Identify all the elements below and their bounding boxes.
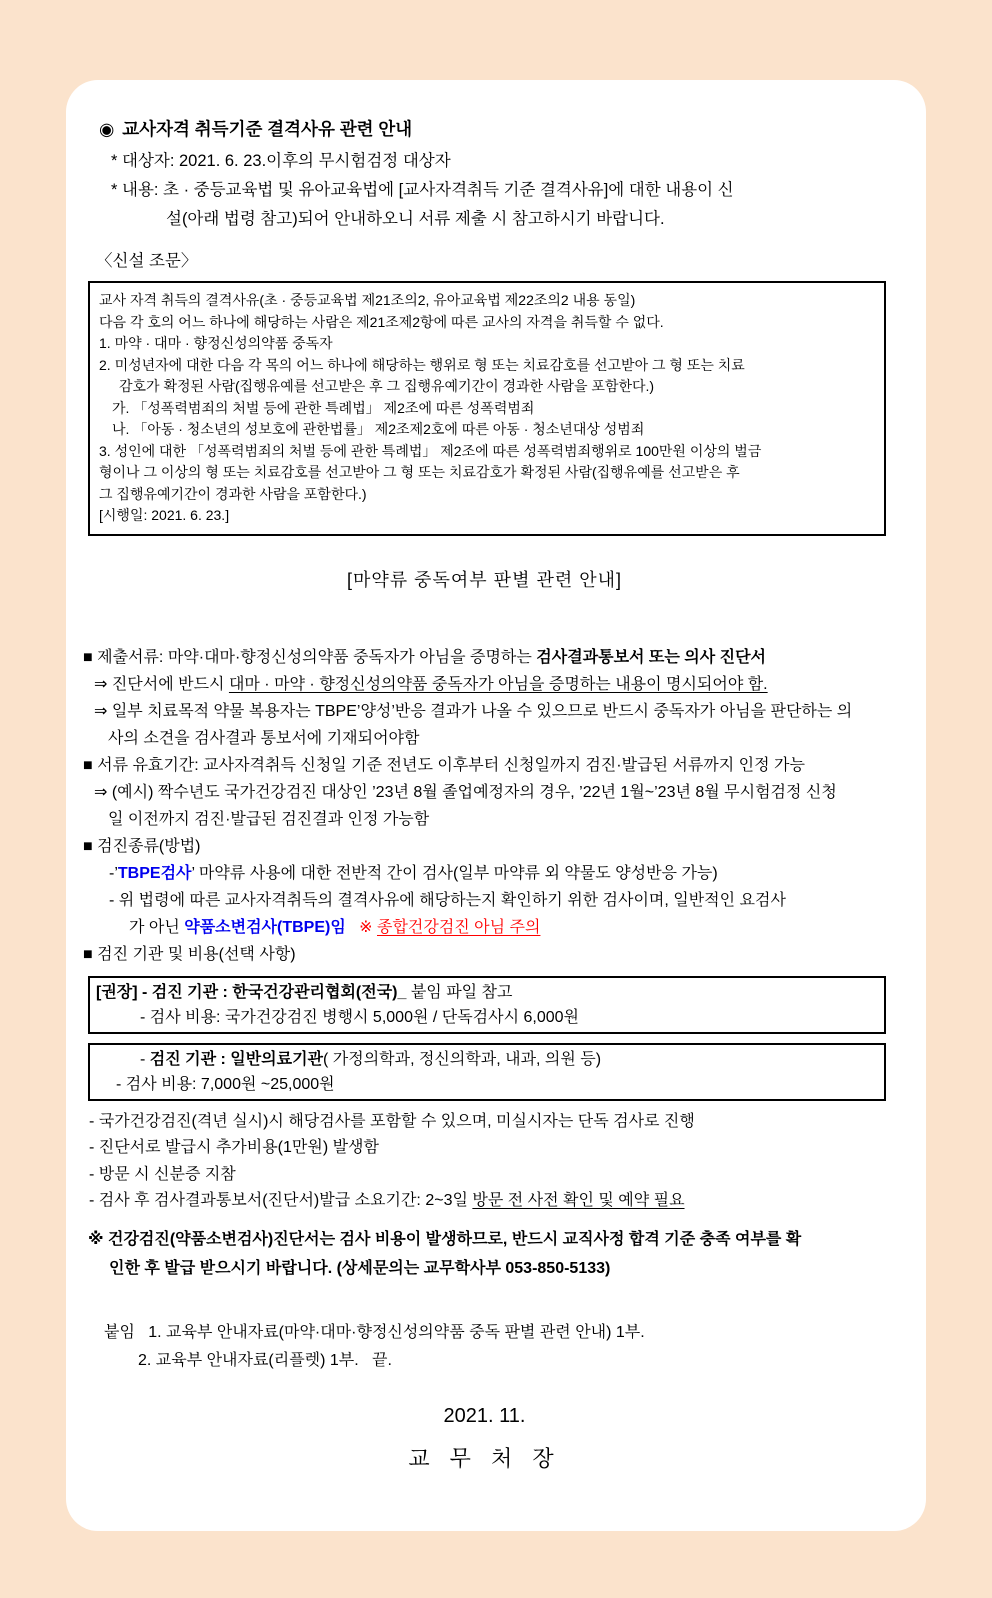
text-segment: 나. 「아동 · 청소년의 성보호에 관한법률」 제2조제2호에 따른 아동 · 청소년대상 성범죄	[112, 421, 645, 437]
signer-title: 교 무 처 장	[408, 1445, 561, 1471]
text-line	[99, 441, 875, 463]
header-intro-lines	[83, 147, 886, 234]
text-line	[83, 806, 886, 833]
text-segment: - 검사 비용: 국가건강검진 병행시 5,000원 / 단독검사시 6,000원	[140, 1008, 579, 1026]
text-line	[96, 980, 878, 1005]
text-line	[96, 1072, 878, 1097]
text-segment: - 검사 후 검사결과통보서(진단서)발급 소요기간: 2~3일	[89, 1192, 473, 1209]
text-line	[99, 419, 875, 441]
cost-warning-note	[83, 1225, 886, 1283]
text-line	[99, 462, 875, 484]
text-line	[99, 290, 875, 312]
law-text-box	[88, 281, 886, 536]
text-line	[83, 941, 886, 968]
text-line	[83, 752, 886, 779]
text-line	[83, 1347, 886, 1375]
recommended-clinic-box	[88, 976, 886, 1034]
new-clause-label: 〈신설 조문〉	[96, 252, 198, 270]
text-line	[99, 312, 875, 334]
text-segment	[346, 919, 359, 936]
text-line	[83, 1225, 886, 1254]
document-date: 2021. 11.	[443, 1404, 526, 1427]
notice-body	[83, 644, 886, 968]
text-segment: TBPE검사	[117, 864, 192, 882]
text-line	[83, 1188, 886, 1215]
text-line	[83, 833, 886, 860]
text-segment: - 방문 시 신분증 지참	[89, 1165, 236, 1183]
text-line	[96, 1047, 878, 1072]
text-segment: ※ 건강검진(약품소변검사)진단서는 검사 비용이 발생하므로, 반드시 교직사정 합격 기준 충족 여부를 확	[88, 1230, 802, 1248]
text-segment: 2. 미성년자에 대한 다음 각 목의 어느 하나에 해당하는 행위로 형 또는 치료감호를 선고받아 그 형 또는 치료	[99, 356, 745, 373]
text-segment: ■ 제출서류: 마약·대마·향정신성의약품 중독자가 아님을 증명하는	[83, 648, 537, 666]
text-segment: 형이나 그 이상의 형 또는 치료감호를 선고받아 그 형 또는 치료감호가 확정된 사람(집행유예를 선고받은 후	[99, 464, 740, 480]
text-segment: 검진 기관 : 일반의료기관	[149, 1050, 324, 1068]
text-line	[83, 1319, 886, 1347]
section-title-text: 교사자격 취득기준 결격사유 관련 안내	[122, 119, 413, 139]
text-segment: 다음 각 호의 어느 하나에 해당하는 사람은 제21조제2항에 따른 교사의 자격을 취득할 수 없다.	[99, 313, 664, 330]
text-line	[83, 914, 886, 941]
text-line	[83, 779, 886, 806]
text-segment: 교사 자격 취득의 결격사유(초 · 중등교육법 제21조의2, 유아교육법 제22조의2 내용 동일)	[99, 292, 636, 308]
text-segment: ■ 검진 기관 및 비용(선택 사항)	[83, 945, 296, 963]
text-line	[83, 725, 886, 752]
text-segment: 대마 · 마약 · 향정신성의약품 중독자가 아님을 증명하는 내용이 명시되어야 함.	[228, 675, 768, 693]
text-segment: 그 집행유예기간이 경과한 사람을 포함한다.)	[99, 485, 367, 502]
text-segment: 3. 성인에 대한 「성폭력범죄의 처벌 등에 관한 특례법」 제2조에 따른 성폭력범죄행위로 100만원 이상의 벌금	[99, 442, 762, 459]
text-segment: - 국가건강검진(격년 실시)시 해당검사를 포함할 수 있으며, 미실시자는 단독 검사로 진행	[89, 1112, 695, 1130]
text-segment: ’ 마약류 사용에 대한 전반적 간이 검사(일부 마약류 외 약물도 양성반응 가능)	[191, 864, 718, 882]
text-segment: ⇒ 일부 치료목적 약물 복용자는 TBPE’양성’반응 결과가 나올 수 있으므로 반드시 중독자가 아님을 판단하는 의	[94, 702, 853, 720]
section-title	[83, 114, 886, 144]
additional-notes	[83, 1109, 886, 1215]
text-line	[99, 376, 875, 398]
text-line	[83, 147, 886, 176]
text-segment: 감호가 확정된 사람(집행유예를 선고받은 후 그 집행유예기간이 경과한 사람을 포함한다.)	[119, 378, 655, 394]
text-segment: * 대상자: 2021. 6. 23.이후의 무시험검정 대상자	[111, 152, 451, 170]
text-line	[99, 333, 875, 355]
text-line	[99, 484, 875, 506]
text-segment: ⇒ 진단서에 반드시	[94, 675, 229, 693]
text-segment: 가. 「성폭력범죄의 처벌 등에 관한 특례법」 제2조에 따른 성폭력범죄	[112, 399, 535, 416]
text-segment: 설(아래 법령 참고)되어 안내하오니 서류 제출 시 참고하시기 바랍니다.	[166, 210, 665, 228]
text-line	[99, 505, 875, 527]
text-segment: 인한 후 발급 받으시기 바랍니다. (상세문의는 교무학사부 053-850-5133)	[109, 1259, 611, 1277]
fisheye-bullet-icon: ◉	[99, 119, 115, 139]
text-segment: 검사결과통보서 또는 의사 진단서	[536, 648, 767, 666]
text-line	[83, 860, 886, 887]
text-line	[83, 1254, 886, 1283]
attachments-list	[83, 1319, 886, 1375]
text-segment: -	[140, 1050, 150, 1068]
text-line	[99, 355, 875, 377]
document-card	[66, 80, 926, 1531]
text-segment: - 진단서로 발급시 추가비용(1만원) 발생함	[89, 1139, 379, 1156]
text-segment: 일 이전까지 검진·발급된 검진결과 인정 가능함	[108, 810, 430, 828]
general-clinic-box	[88, 1043, 886, 1101]
text-segment: ( 가정의학과, 정신의학과, 내과, 의원 등)	[323, 1050, 602, 1068]
text-segment: [시행일: 2021. 6. 23.]	[99, 507, 230, 523]
text-segment: 가 아닌	[129, 918, 185, 936]
text-line	[83, 1135, 886, 1162]
text-line	[96, 1005, 878, 1030]
text-segment: -’	[109, 864, 118, 882]
text-segment: ■ 서류 유효기간: 교사자격취득 신청일 기준 전년도 이후부터 신청일까지 검진·발급된 서류까지 인정 가능	[83, 756, 805, 774]
text-segment: 종합건강검진 아님 주의	[377, 918, 541, 936]
text-segment: - 검사 비용: 7,000원 ~25,000원	[116, 1075, 335, 1093]
text-line	[83, 671, 886, 698]
text-segment: [권장] - 검진 기관 : 한국건강관리협회(전국)_	[96, 983, 407, 1001]
text-segment: 붙임 파일 참고	[406, 983, 513, 1001]
text-line	[83, 698, 886, 725]
text-line	[83, 1109, 886, 1136]
text-segment: 방문 전 사전 확인 및 예약 필요	[472, 1192, 685, 1209]
text-segment: 붙임 1. 교육부 안내자료(마약·대마·향정신성의약품 중독 판별 관련 안내) 1부.	[104, 1323, 645, 1341]
text-segment: - 위 법령에 따른 교사자격취득의 결격사유에 해당하는지 확인하기 위한 검사이며, 일반적인 요검사	[109, 891, 786, 909]
text-line	[83, 644, 886, 671]
text-segment: 2. 교육부 안내자료(리플렛) 1부. 끝.	[138, 1351, 392, 1369]
text-line	[83, 887, 886, 914]
text-segment: ⇒ (예시) 짝수년도 국가건강검진 대상인 ’23년 8월 졸업예정자의 경우, ’22년 1월~’23년 8월 무시험검정 신청	[94, 783, 837, 801]
text-line	[83, 1162, 886, 1189]
text-segment: 1. 마약 · 대마 · 향정신성의약품 중독자	[99, 335, 333, 351]
text-segment: 사의 소견을 검사결과 통보서에 기재되어야함	[108, 729, 420, 747]
text-segment: ■ 검진종류(방법)	[83, 837, 201, 855]
text-segment: 약품소변검사(TBPE)임	[184, 918, 346, 936]
text-segment: * 내용: 초 · 중등교육법 및 유아교육법에 [교사자격취득 기준 결격사유]에 대한 내용이 신	[111, 181, 734, 199]
text-segment: ※	[359, 918, 377, 936]
notice-title: [마약류 중독여부 판별 관련 안내]	[346, 569, 623, 590]
text-line	[83, 176, 886, 205]
text-line	[99, 398, 875, 420]
text-line	[83, 205, 886, 234]
